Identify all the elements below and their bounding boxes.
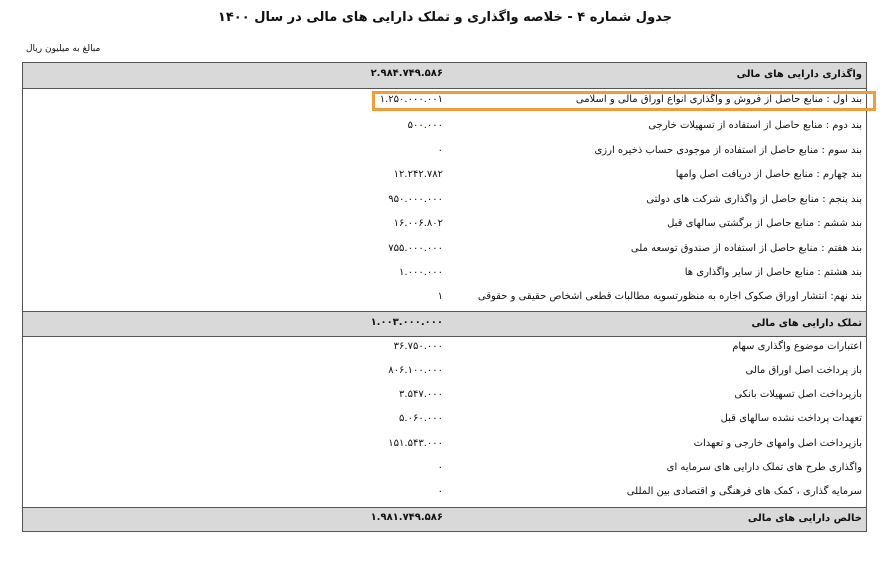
table-row bbox=[23, 267, 866, 287]
total-row bbox=[23, 507, 866, 531]
row-label: بند چهارم : منابع حاصل از دریافت اصل وامها bbox=[675, 169, 862, 180]
table-row bbox=[23, 169, 866, 189]
unit-note: مبالغ به میلیون ریال bbox=[26, 44, 101, 54]
section-header-value: ۱.۰۰۳.۰۰۰.۰۰۰ bbox=[370, 317, 443, 328]
row-label: باز پرداخت اصل اوراق مالی bbox=[745, 365, 862, 376]
row-value: ۱۵۱.۵۴۳.۰۰۰ bbox=[388, 438, 443, 449]
row-value: ۳.۵۴۷.۰۰۰ bbox=[399, 389, 443, 400]
table-row bbox=[23, 389, 866, 409]
row-label: بند ششم : منابع حاصل از برگشتی سالهای قبل bbox=[667, 218, 862, 229]
total-label: خالص دارایی های مالی bbox=[747, 513, 862, 524]
row-value: ۰ bbox=[437, 486, 443, 497]
table-row bbox=[23, 486, 866, 506]
section-header-value: ۲.۹۸۴.۷۴۹.۵۸۶ bbox=[370, 68, 443, 79]
total-value: ۱.۹۸۱.۷۴۹.۵۸۶ bbox=[370, 512, 443, 523]
table-row bbox=[23, 120, 866, 140]
row-value: ۱ bbox=[437, 291, 443, 302]
row-label: تعهدات پرداخت نشده سالهای قبل bbox=[720, 413, 862, 424]
row-label: اعتبارات موضوع واگذاری سهام bbox=[732, 341, 862, 352]
row-label: بند دوم : منابع حاصل از استفاده از تسهیلات خارجی bbox=[648, 120, 862, 131]
row-value: ۸۰۶.۱۰۰.۰۰۰ bbox=[388, 365, 443, 376]
table-row bbox=[23, 194, 866, 214]
highlight-box bbox=[372, 91, 876, 111]
table-row bbox=[23, 413, 866, 433]
row-value: ۰ bbox=[437, 145, 443, 156]
row-label: واگذاری طرح های تملک دارایی های سرمایه ای bbox=[666, 462, 862, 473]
row-label: بازپرداخت اصل وامهای خارجی و تعهدات bbox=[693, 438, 862, 449]
table-row bbox=[23, 291, 866, 311]
row-value: ۹۵۰.۰۰۰.۰۰۰ bbox=[388, 194, 443, 205]
row-label: بند پنجم : منابع حاصل از واگذاری شرکت های دولتی bbox=[646, 194, 862, 205]
section-header-label: تملک دارایی های مالی bbox=[751, 318, 862, 329]
table-row bbox=[23, 438, 866, 458]
table-row bbox=[23, 218, 866, 238]
row-value: ۱۲.۲۴۲.۷۸۲ bbox=[393, 169, 443, 180]
row-value: ۱.۲۵۰.۰۰۰.۰۰۱ bbox=[379, 94, 443, 105]
document-title: جدول شماره ۴ - خلاصه واگذاری و تملک دارایی های مالی در سال ۱۴۰۰ bbox=[217, 10, 673, 25]
row-value: ۳۶.۷۵۰.۰۰۰ bbox=[393, 341, 443, 352]
row-value: ۱۶.۰۰۶.۸۰۲ bbox=[393, 218, 443, 229]
row-value: ۰ bbox=[437, 462, 443, 473]
summary-table bbox=[22, 62, 867, 532]
row-label: بند اول : منابع حاصل از فروش و واگذاری انواع اوراق مالی و اسلامی bbox=[575, 94, 862, 105]
section-header-acquisition bbox=[23, 311, 866, 337]
row-label: بند سوم : منابع حاصل از استفاده از موجودی حساب ذخیره ارزی bbox=[594, 145, 862, 156]
row-value: ۵۰۰.۰۰۰ bbox=[407, 120, 443, 131]
table-row bbox=[23, 243, 866, 263]
row-label: بند هفتم : منابع حاصل از استفاده از صندوق توسعه ملی bbox=[630, 243, 862, 254]
row-value: ۵.۰۶۰.۰۰۰ bbox=[399, 413, 443, 424]
section-header-transfer bbox=[23, 63, 866, 89]
section-header-label: واگذاری دارایی های مالی bbox=[736, 69, 862, 80]
row-label: سرمایه گذاری ، کمک های فرهنگی و اقتصادی بین المللی bbox=[626, 486, 862, 497]
table-row bbox=[23, 341, 866, 361]
row-value: ۱.۰۰۰.۰۰۰ bbox=[399, 267, 443, 278]
row-value: ۷۵۵.۰۰۰.۰۰۰ bbox=[388, 243, 443, 254]
table-row bbox=[23, 365, 866, 385]
table-row bbox=[23, 145, 866, 165]
row-label: بند نهم: انتشار اوراق صکوک اجاره به منظورتسویه مطالبات قطعی اشخاص حقیقی و حقوقی bbox=[477, 291, 862, 302]
table-row bbox=[23, 462, 866, 482]
row-label: بند هشتم : منابع حاصل از سایر واگذاری ها bbox=[684, 267, 862, 278]
row-label: بازپرداخت اصل تسهیلات بانکی bbox=[734, 389, 862, 400]
